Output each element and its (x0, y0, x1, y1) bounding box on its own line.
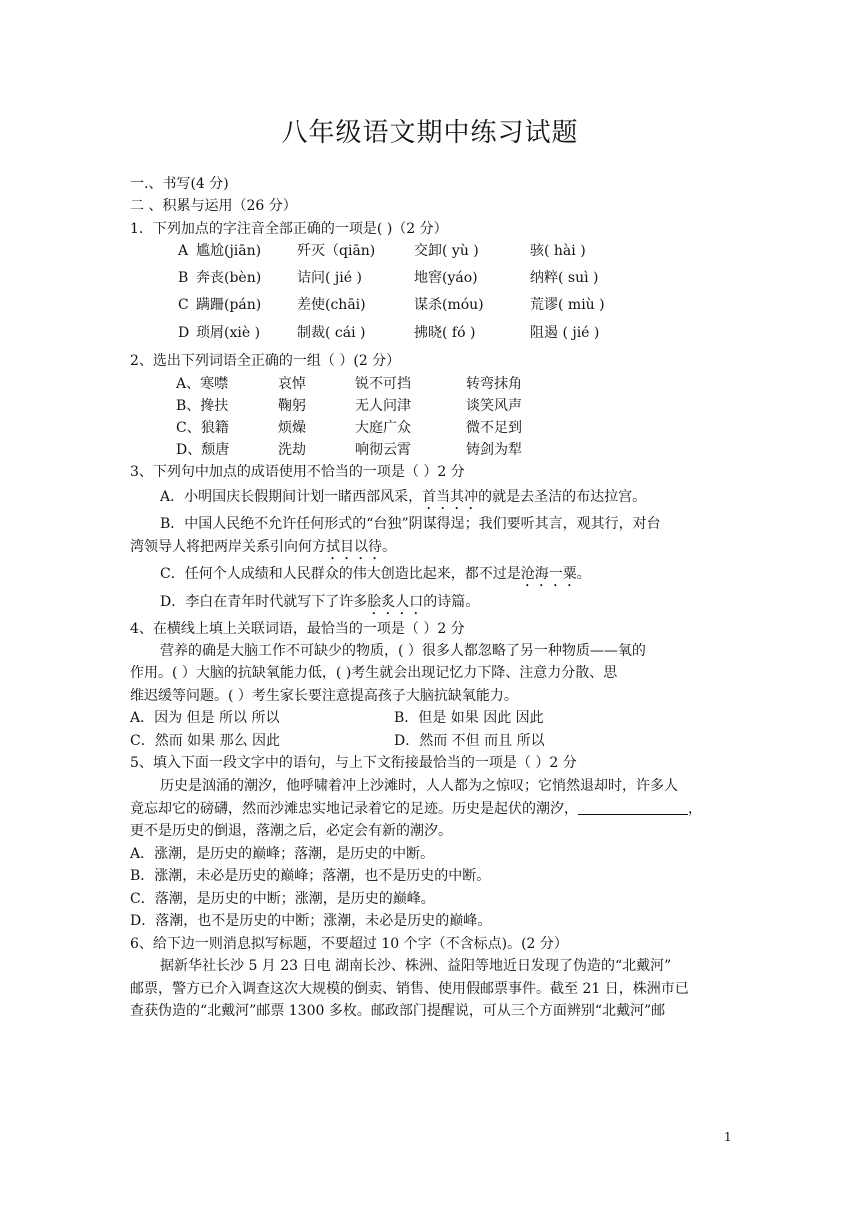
q3-option-d: D．李白在青年时代就写下了许多脍炙人口的诗篇。 (160, 594, 480, 610)
q3-stem: 3、下列句中加点的成语使用不恰当的一项是（ ）2 分 (130, 464, 465, 480)
q6-passage-line1: 据新华社长沙 5 月 23 日电 湖南长沙、株洲、益阳等地近日发现了伪造的“北戴河” (160, 958, 672, 974)
q1-d-item-4: 阻遏 ( jié ) (530, 325, 600, 341)
q1-a-item-2: 歼灭（qiān) (297, 243, 376, 259)
q5-option-b: B．涨潮，未必是历史的巅峰；落潮，也不是历史的中断。 (130, 868, 491, 884)
q2-d-word-4: 铸剑为犁 (466, 442, 522, 458)
section-heading-writing: 一.、书写(4 分) (130, 176, 229, 192)
q1-a-item-1: 尴尬(jiān) (196, 243, 262, 259)
q5-answer-blank (578, 800, 688, 815)
q3-b-emphasis: 拭目以待 (326, 539, 382, 555)
q3-d-emphasis: 脍炙人口 (367, 594, 424, 610)
q1-d-label: D (178, 325, 190, 341)
q1-b-label: B (178, 270, 189, 286)
q1-d-item-3: 拂晓( fó ) (414, 325, 476, 341)
q2-d-word-2: 洗劫 (278, 442, 306, 458)
q5-passage-line2: 竟忘却它的磅礴，然而沙滩忠实地记录着它的足迹。历史是起伏的潮汐， ， (130, 801, 702, 817)
q1-c-label: C (178, 297, 189, 313)
q4-stem: 4、在横线上填上关联词语，最恰当的一项是（ ）2 分 (130, 621, 465, 637)
q1-b-item-1: 奔丧(bèn) (196, 270, 262, 286)
q1-b-item-4: 纳粹( suì ) (530, 270, 599, 286)
q1-d-item-1: 琐屑(xiè ) (196, 325, 261, 341)
q1-c-item-1: 蹒跚(pán) (196, 297, 262, 313)
q5-option-a: A．涨潮，是历史的巅峰；落潮，是历史的中断。 (130, 846, 435, 862)
section-heading-accumulation: 二 、积累与运用（26 分） (130, 198, 297, 214)
q2-a-word-4: 转弯抹角 (466, 376, 522, 392)
q2-d-word-3: 响彻云霄 (355, 442, 411, 458)
q2-a-word-2: 哀悼 (278, 376, 306, 392)
q3-option-c: C．任何个人成绩和人民群众的伟大创造比起来，都不过是沧海一粟。 (160, 566, 591, 582)
q3-c-emphasis: 沧海一粟 (520, 566, 577, 582)
q2-b-word-2: 鞠躬 (278, 398, 306, 414)
q1-c-item-3: 谋杀(móu) (414, 297, 484, 313)
q6-passage-line3: 查获伪造的“北戴河”邮票 1300 多枚。邮政部门提醒说，可从三个方面辨别“北戴河”邮 (130, 1003, 666, 1019)
q2-a-word-1: A、寒噤 (176, 376, 229, 392)
q1-stem: 1．下列加点的字注音全部正确的一项是( )（2 分） (130, 221, 448, 237)
q2-stem: 2、选出下列词语全正确的一组（ ）(2 分） (130, 353, 401, 369)
q2-d-word-1: D、颓唐 (176, 442, 230, 458)
q2-b-word-3: 无人问津 (355, 398, 411, 414)
q5-option-d: D．落潮，也不是历史的中断；涨潮，未必是历史的巅峰。 (130, 913, 492, 929)
q1-c-item-2: 差使(chāi) (297, 297, 366, 313)
q1-a-item-3: 交卸( yù ) (414, 243, 479, 259)
q3-a-emphasis: 首当其冲 (422, 489, 479, 505)
q2-b-word-1: B、搀扶 (176, 398, 229, 414)
q3-option-a: A．小明国庆长假期间计划一睹西部风采，首当其冲的就是去圣洁的布达拉宫。 (160, 489, 647, 505)
q4-option-c: C．然而 如果 那么 因此 (130, 733, 281, 749)
page-title: 八年级语文期中练习试题 (281, 118, 579, 148)
q5-option-c: C．落潮，是历史的中断；涨潮，是历史的巅峰。 (130, 891, 435, 907)
q1-a-item-4: 骇( hài ) (530, 243, 586, 259)
q6-stem: 6、给下边一则消息拟写标题，不要超过 10 个字（不含标点)。(2 分） (130, 936, 568, 952)
q1-b-item-3: 地窖(yáo) (414, 270, 478, 286)
q6-passage-line2: 邮票，警方已介入调查这次大规模的倒卖、销售、使用假邮票事件。截至 21 日，株洲市已 (130, 981, 689, 997)
q2-c-word-4: 微不足到 (466, 420, 522, 436)
q4-passage-line2: 作用。( ）大脑的抗缺氧能力低，( )考生就会出现记忆力下降、注意力分散、思 (130, 665, 618, 681)
q4-option-d: D．然而 不但 而且 所以 (394, 733, 545, 749)
q2-a-word-3: 锐不可挡 (355, 376, 411, 392)
q4-option-a: A．因为 但是 所以 所以 (130, 710, 280, 726)
q5-stem: 5、填入下面一段文字中的语句，与上下文衔接最恰当的一项是（ ）2 分 (130, 755, 577, 771)
q4-passage-line3: 维迟缓等问题。( ）考生家长要注意提高孩子大脑抗缺氧能力。 (130, 688, 518, 704)
q2-c-word-2: 烦燥 (278, 420, 306, 436)
q1-d-item-2: 制裁( cái ) (297, 325, 366, 341)
q3-option-b-line2: 湾领导人将把两岸关系引向何方拭目以待。 (130, 539, 396, 555)
q4-passage-line1: 营养的确是大脑工作不可缺少的物质，( ）很多人都忽略了另一种物质——氧的 (160, 643, 646, 659)
q2-c-word-1: C、狼籍 (176, 420, 229, 436)
q1-b-item-2: 诘问( jié ) (297, 270, 362, 286)
q2-c-word-3: 大庭广众 (355, 420, 411, 436)
q5-passage-line1: 历史是汹涌的潮汐，他呼啸着冲上沙滩时，人人都为之惊叹；它悄然退却时，许多人 (160, 778, 678, 794)
q4-option-b: B．但是 如果 因此 因此 (394, 710, 544, 726)
page-number: 1 (724, 1130, 732, 1144)
q3-option-b-line1: B．中国人民绝不允许任何形式的“台独”阴谋得逞；我们要听其言，观其行，对台 (160, 516, 661, 532)
q5-passage-line3: 更不是历史的倒退，落潮之后，必定会有新的潮汐。 (130, 823, 452, 839)
q1-c-item-4: 荒谬( miù ) (530, 297, 605, 313)
q1-a-label: A (178, 243, 189, 259)
q2-b-word-4: 谈笑风声 (466, 398, 522, 414)
